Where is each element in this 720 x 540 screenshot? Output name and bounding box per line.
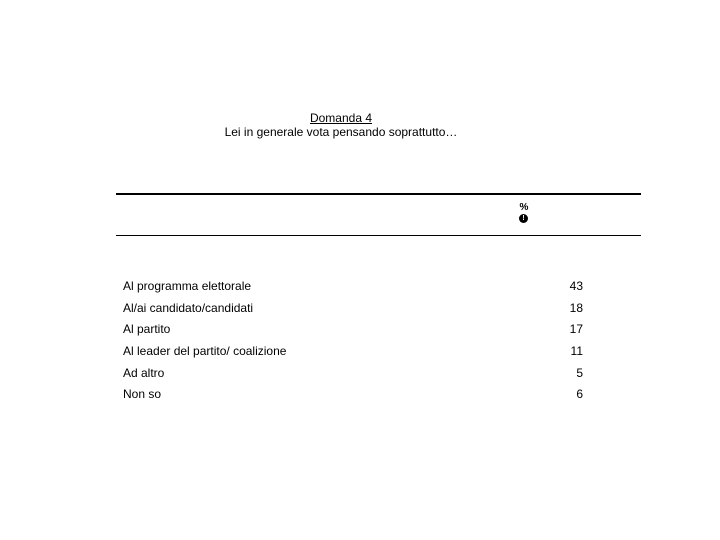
row-label: Al partito <box>123 322 171 337</box>
table-row <box>123 301 593 323</box>
table-row <box>123 387 593 409</box>
row-value: 11 <box>570 344 583 359</box>
table-row <box>123 322 593 344</box>
table-row <box>123 344 593 366</box>
row-value: 17 <box>569 322 583 337</box>
question-title: Domanda 4 <box>309 111 373 125</box>
table-row <box>123 366 593 388</box>
question-text: Lei in generale vota pensando soprattutto… <box>224 125 458 139</box>
row-value: 5 <box>576 365 583 380</box>
table-row <box>123 279 593 301</box>
results-table <box>123 279 593 409</box>
row-label: Al programma elettorale <box>123 279 252 293</box>
row-label: Ad altro <box>123 365 165 380</box>
table-top-rule <box>116 193 641 195</box>
row-value: 6 <box>576 387 583 402</box>
row-value: 43 <box>569 279 583 293</box>
table-header-rule <box>116 235 641 236</box>
row-label: Al/ai candidato/candidati <box>123 300 254 315</box>
info-icon: ! <box>519 214 528 223</box>
row-value: 18 <box>569 300 583 315</box>
row-label: Al leader del partito/ coalizione <box>123 344 287 359</box>
row-label: Non so <box>123 387 162 402</box>
percent-column-header: % <box>519 202 529 213</box>
